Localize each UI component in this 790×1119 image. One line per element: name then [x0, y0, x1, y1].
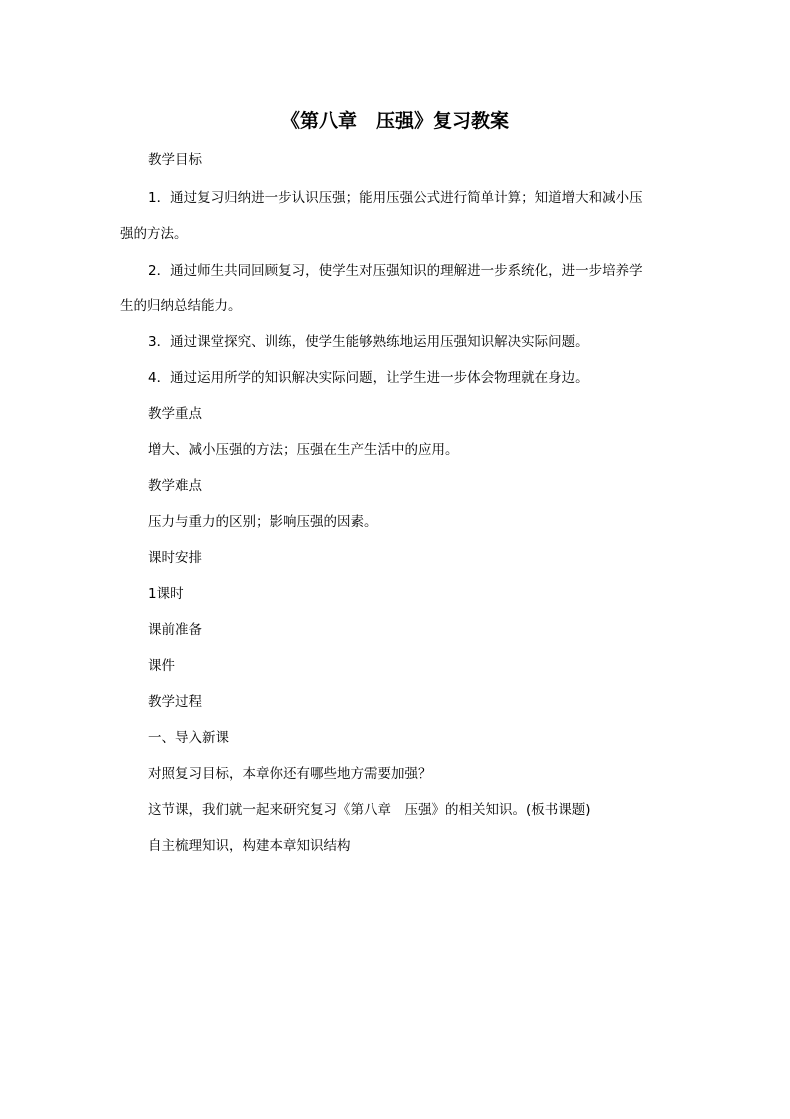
heading-key-points: 教学重点 — [148, 406, 202, 422]
objective-3: 3．通过课堂探究、训练，使学生能够熟练地运用压强知识解决实际问题。 — [148, 334, 589, 350]
objective-2: 2．通过师生共同回顾复习，使学生对压强知识的理解进一步系统化，进一步培养学 — [148, 263, 643, 279]
heading-schedule: 课时安排 — [148, 550, 202, 566]
heading-preparation: 课前准备 — [148, 622, 202, 638]
objective-2-continued: 生的归纳总结能力。 — [120, 298, 242, 314]
objective-4: 4．通过运用所学的知识解决实际问题，让学生进一步体会物理就在身边。 — [148, 370, 589, 386]
introduction-lesson: 这节课，我们就一起来研究复习《第八章 压强》的相关知识。(板书课题) — [148, 802, 591, 818]
schedule-text: 1课时 — [148, 586, 184, 602]
heading-process: 教学过程 — [148, 694, 202, 710]
heading-teaching-objectives: 教学目标 — [148, 152, 202, 168]
objective-1-continued: 强的方法。 — [120, 226, 188, 242]
self-review-text: 自主梳理知识，构建本章知识结构 — [148, 838, 351, 854]
section-introduction: 一、导入新课 — [148, 730, 229, 746]
introduction-question: 对照复习目标，本章你还有哪些地方需要加强？ — [148, 766, 432, 782]
heading-difficulties: 教学难点 — [148, 478, 202, 494]
key-points-text: 增大、减小压强的方法；压强在生产生活中的应用。 — [148, 442, 459, 458]
difficulties-text: 压力与重力的区别；影响压强的因素。 — [148, 514, 378, 530]
objective-1: 1．通过复习归纳进一步认识压强；能用压强公式进行简单计算；知道增大和减小压 — [148, 190, 643, 206]
preparation-text: 课件 — [148, 658, 175, 674]
document-title: 《第八章 压强》复习教案 — [280, 110, 509, 132]
